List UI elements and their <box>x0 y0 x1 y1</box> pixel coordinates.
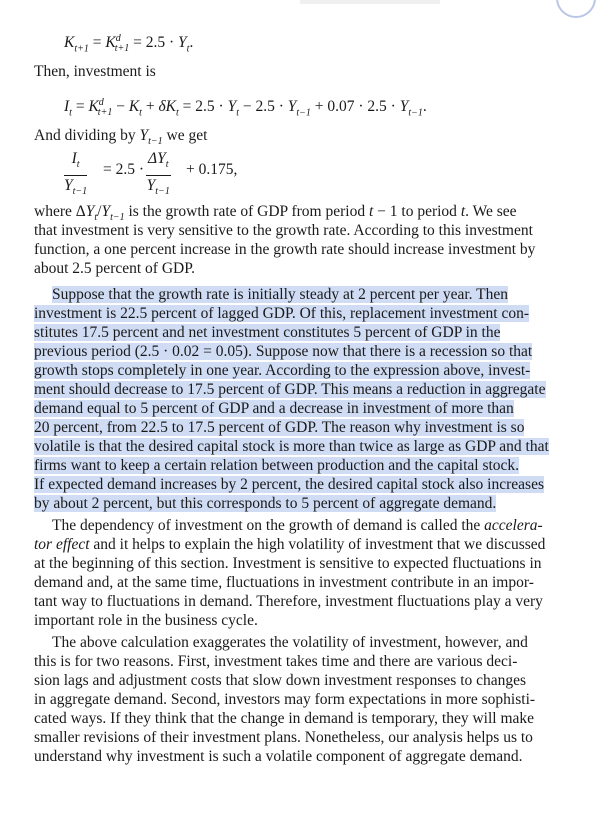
p1-line-2: that investment is very sensitive to the growth rate. According to this investment <box>34 222 533 239</box>
eq-ratio-constant: + 0.175, <box>186 161 238 178</box>
p1-line-3: function, a one percent increase in the growth rate should increase investment by <box>34 241 536 258</box>
p2-line-4: previous period (2.5 · 0.02 = 0.05). Suppose now that there is a recession so that <box>34 343 533 360</box>
equation-investment: $I_t = K^d_{t+1} - K_t + \delta K_t = 2.5 \cdot Y_t - 2.5 \cdot Y_{t-1} + 0.07 \cdot 2.5 \cdot Y_{t-1}$. <box>64 97 427 119</box>
corner-circle-decoration <box>556 0 596 18</box>
p3-line-5: tant way to fluctuations in demand. Therefore, investment fluctuations play a very <box>34 593 543 610</box>
p4-line-2: this is for two reasons. First, investment takes time and there are various deci- <box>34 653 518 670</box>
p2-line-2: investment is 22.5 percent of lagged GDP. Of this, replacement investment con- <box>34 305 530 322</box>
p2-line-1: Suppose that the growth rate is initially steady at 2 percent per year. Then <box>52 286 508 303</box>
p2-line-6: ment should decrease to 17.5 percent of GDP. This means a reduction in aggregate <box>34 381 546 398</box>
p3-line-4: demand and, at the same time, fluctuations in investment contribute in an impor- <box>34 574 534 591</box>
p3-line-6: important role in the business cycle. <box>34 612 258 629</box>
p2-line-7: demand equal to 5 percent of GDP and a decrease in investment of more than <box>34 400 514 417</box>
p4-line-4: in aggregate demand. Second, investors may form expectations in more sophisti- <box>34 691 536 708</box>
p2-line-11: If expected demand increases by 2 percent, the desired capital stock also increases <box>34 476 544 493</box>
p4-line-7: understand why investment is such a volatile component of aggregate demand. <box>34 748 523 765</box>
text-then: Then, investment is <box>34 63 156 80</box>
p4-line-5: cated ways. If they think that the change in demand is temporary, they will make <box>34 710 535 727</box>
p1-line-1: where $\Delta Y_t/Y_{t-1}$ is the growth rate of GDP from period t − 1 to period t. We see <box>34 203 517 224</box>
p2-line-8: 20 percent, from 22.5 to 17.5 percent of GDP. The reason why investment is so <box>34 419 525 436</box>
p3-line-2: tor effect and it helps to explain the high volatility of investment that we discussed <box>34 536 546 553</box>
p2-line-12: by about 2 percent, but this corresponds to 5 percent of aggregate demand. <box>34 495 497 512</box>
p2-line-10: firms want to keep a certain relation between production and the capital stock. <box>34 457 520 474</box>
p4-line-3: sion lags and adjustment costs that slow down investment responses to changes <box>34 672 527 689</box>
top-edge-artifact <box>300 0 440 4</box>
p2-line-5: growth stops completely in one year. According to the expression above, invest- <box>34 362 531 379</box>
p4-line-6: smaller revisions of their investment plans. Nonetheless, our analysis helps us to <box>34 729 533 746</box>
equation-capital-stock: $K_{t+1} = K^d_{t+1} = 2.5 \cdot Y_t$. <box>64 33 194 55</box>
p4-line-1: The above calculation exaggerates the volatility of investment, however, and <box>52 634 528 651</box>
p2-line-3: stitutes 17.5 percent and net investment constitutes 5 percent of GDP in the <box>34 324 501 341</box>
p1-line-4: about 2.5 percent of GDP. <box>34 260 195 277</box>
eq-ratio-coef: = 2.5 · <box>103 161 145 178</box>
p3-line-3: at the beginning of this section. Investment is sensitive to expected fluctuations in <box>34 555 542 572</box>
p2-line-9: volatile is that the desired capital stock is more than twice as large as GDP and that <box>34 438 549 455</box>
p3-line-1: The dependency of investment on the growth of demand is called the accelera- <box>52 517 543 534</box>
text-dividing: And dividing by $Y_{t-1}$ we get <box>34 127 208 148</box>
fraction-investment-ratio: $\frac{I_t}{Y_{t-1}}$ <box>64 150 88 198</box>
fraction-growth: $\Delta Y_t$ $Y_{t-1}$ <box>146 150 170 198</box>
